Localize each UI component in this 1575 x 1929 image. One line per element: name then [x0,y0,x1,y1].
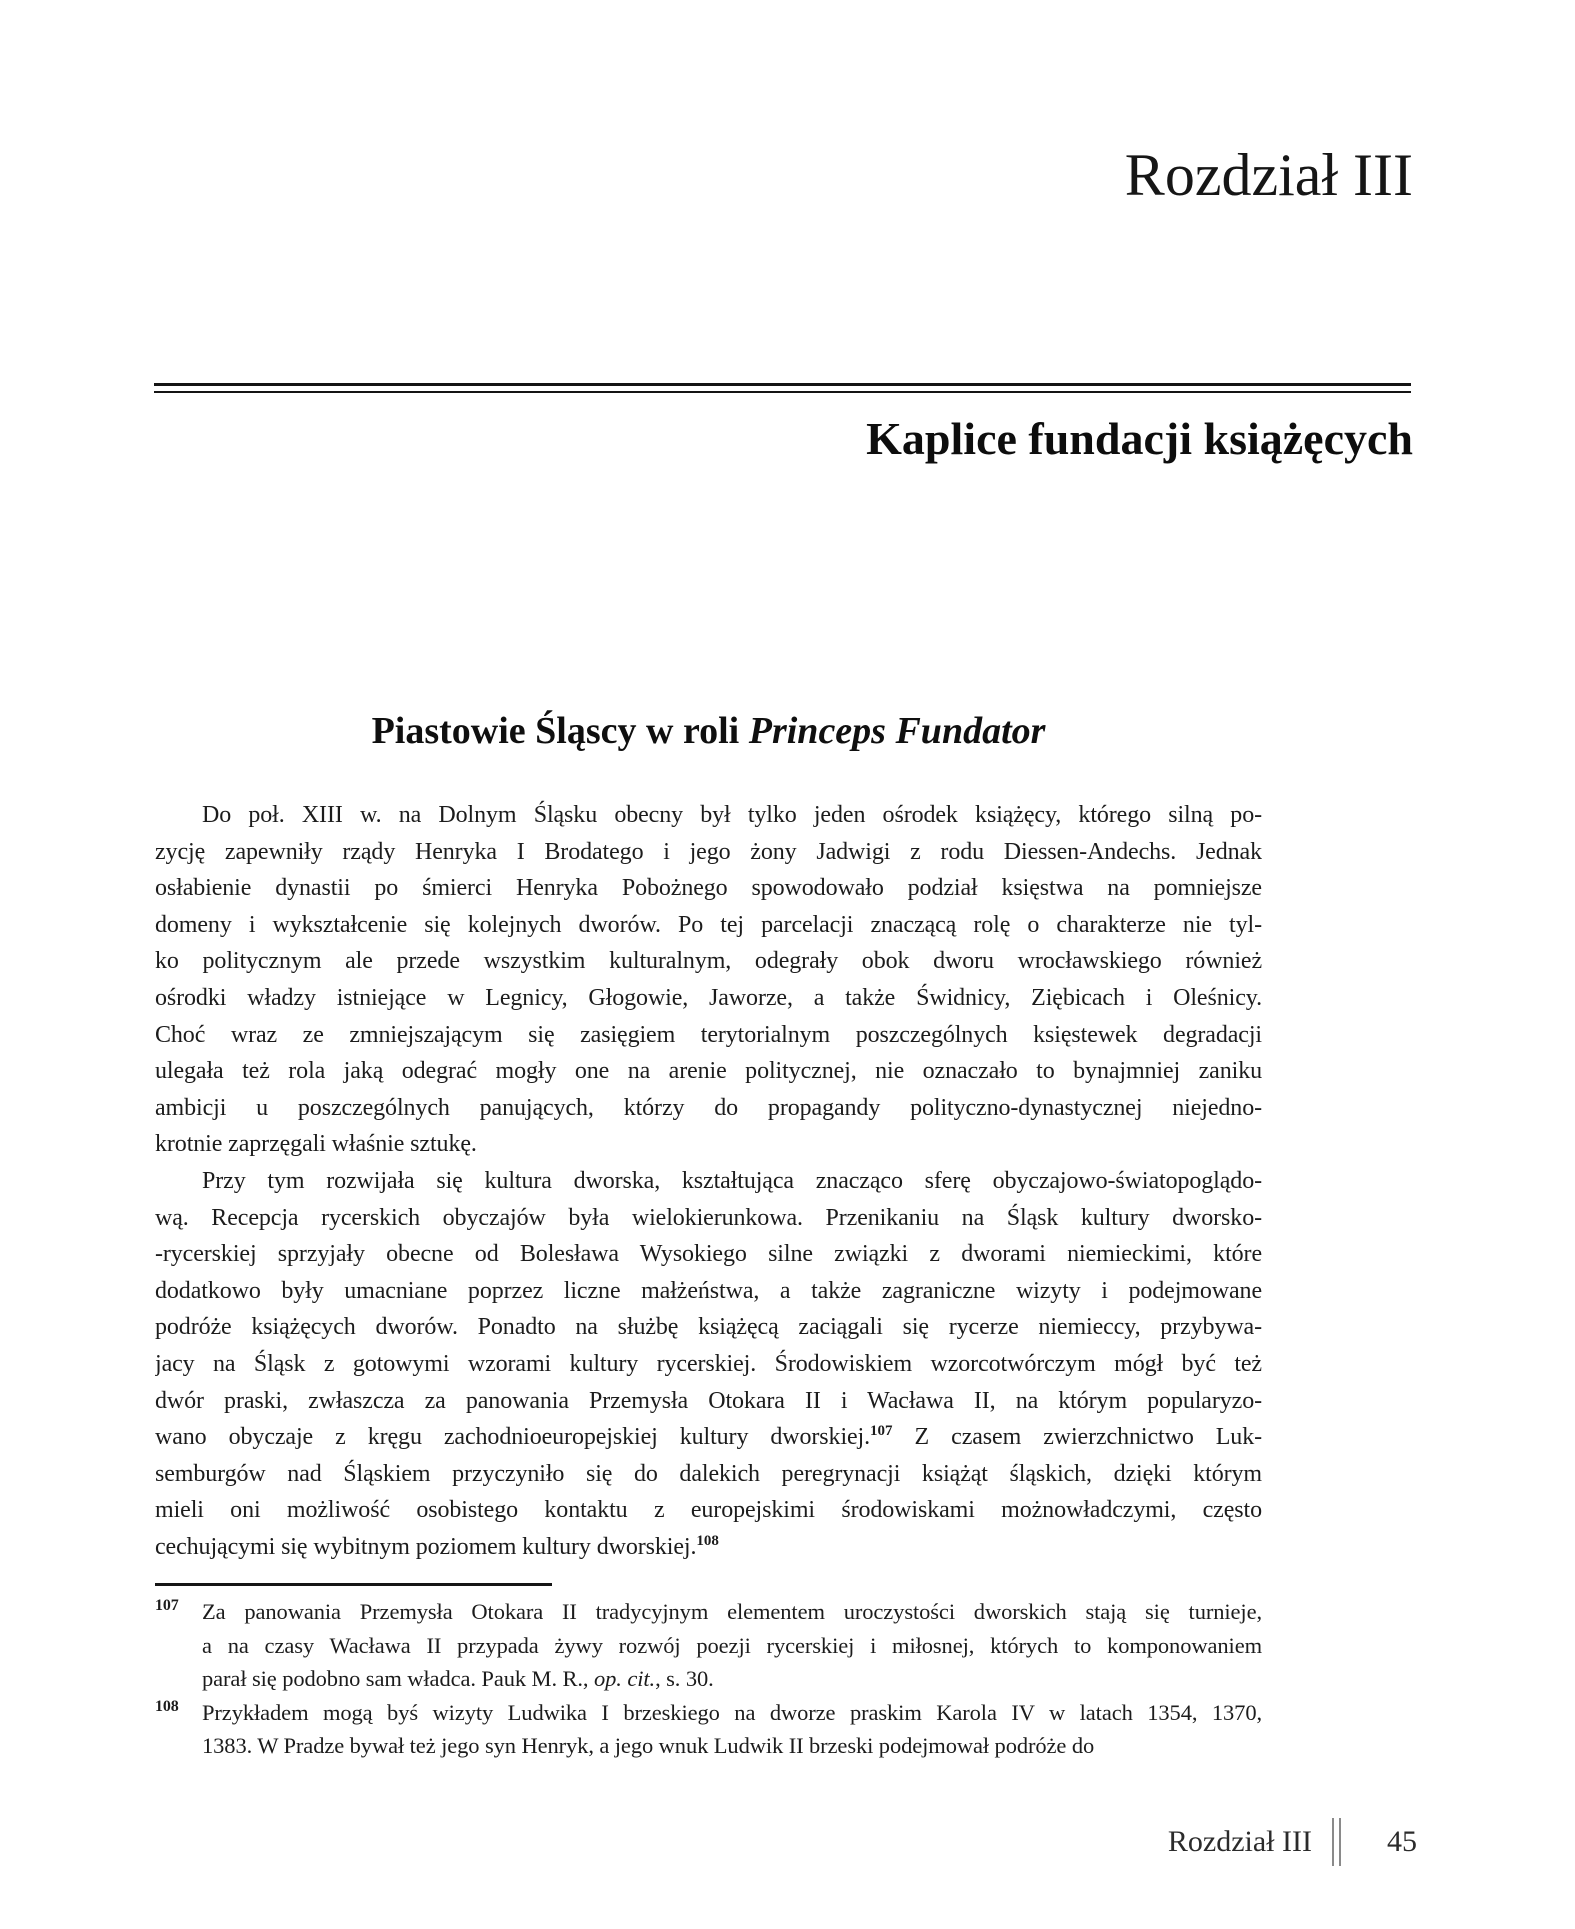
text-line: mieli oni możliwość osobistego kontaktu z europejskimi środowiskami możnowładczymi, często [155,1497,1262,1524]
footnotes-section [155,1595,1262,1763]
chapter-title: Kaplice fundacji książęcych [866,413,1413,464]
text-line: osłabienie dynastii po śmierci Henryka Pobożnego spowodowało podział księstwa na pomniejsze [155,875,1262,902]
footnote-number: 108 [155,1697,179,1715]
text-line: Przy tym rozwijała się kultura dworska, kształtująca znacząco sferę obyczajowo-światopoglądo- [202,1167,1262,1194]
text-line: zycję zapewniły rządy Henryka I Brodatego i jego żony Jadwigi z rodu Diessen-Andechs. Jednak [155,838,1262,865]
text-line: Choć wraz ze zmniejszającym się zasięgiem terytorialnym poszczególnych księstewek degradacji [155,1021,1262,1048]
text-line: jacy na Śląsk z gotowymi wzorami kultury rycerskiej. Środowiskiem wzorcotwórczym mógł być też [155,1350,1262,1377]
footnote-107 [155,1595,1262,1696]
text-line: a na czasy Wacława II przypada żywy rozwój poezji rycerskiej i miłosnej, których to komponowaniem [202,1632,1262,1658]
page-footer [1168,1818,1417,1866]
text-line: ulegała też rola jaką odegrać mogły one na arenie politycznej, nie oznaczało to bynajmniej zaniku [155,1058,1262,1085]
header-double-rule [154,383,1411,393]
text-line: ambicji u poszczególnych panujących, którzy do propagandy polityczno-dynastycznej niejedno- [155,1094,1262,1121]
footnote-text [202,1595,1262,1696]
chapter-number-heading: Rozdział III [1124,142,1413,208]
text-line: krotnie zaprzęgali właśnie sztukę. [155,1131,477,1158]
footnote-number: 107 [155,1597,179,1614]
paragraph-2 [155,1163,1262,1566]
text-line: ośrodki władzy istniejące w Legnicy, Głogowie, Jaworze, a także Świdnicy, Ziębicach i Oleśnicy. [155,984,1262,1011]
page-number: 45 [1387,1825,1417,1858]
body-text [155,797,1262,1565]
text-line: -rycerskiej sprzyjały obecne od Bolesława Wysokiego silne związki z dworami niemieckimi, które [155,1241,1262,1268]
text-line: wano obyczaje z kręgu zachodnioeuropejskiej kultury dworskiej.$^{107}$ Z czasem zwierzchnictwo Luk- [155,1423,1262,1451]
footer-chapter-label: Rozdział III [1167,1825,1312,1858]
text-line: cechującymi się wybitnym poziomem kultury dworskiej.$^{108}$ [155,1532,719,1560]
text-line: ko politycznym ale przede wszystkim kulturalnym, odegrały obok dworu wrocławskiego również [155,948,1262,975]
text-line: domeny i wykształcenie się kolejnych dworów. Po tej parcelacji znaczącą rolę o charakterze nie tyl- [155,911,1262,938]
text-line: Przykładem mogą byś wizyty Ludwika I brzeskiego na dworze praskim Karola IV w latach 1354, 1370, [202,1699,1262,1725]
text-line: parał się podobno sam władca. Pauk M. R., op. cit., s. 30. [202,1666,714,1692]
text-line: wą. Recepcja rycerskich obyczajów była wielokierunkowa. Przenikaniu na Śląsk kultury dworsko- [155,1204,1262,1231]
section-heading: Piastowie Śląscy w roli Princeps Fundator [371,710,1046,752]
footnote-separator-rule [155,1583,552,1586]
paragraph-1 [155,797,1262,1163]
text-line: Za panowania Przemysła Otokara II tradycyjnym elementem uroczystości dworskich stają się turnieje, [202,1599,1262,1624]
footer-divider-bars [1332,1818,1341,1866]
text-line: dwór praski, zwłaszcza za panowania Przemysła Otokara II i Wacława II, na którym popularyzo- [155,1387,1262,1414]
text-line: 1383. W Pradze bywał też jego syn Henryk, a jego wnuk Ludwik II brzeski podejmował podróże do [202,1733,1095,1759]
text-line: dodatkowo były umacniane poprzez liczne małżeństwa, a także zagraniczne wizyty i podejmowane [155,1277,1262,1304]
text-line: podróże książęcych dworów. Ponadto na służbę książęcą zaciągali się rycerze niemieccy, przybywa- [155,1314,1262,1341]
footnote-108 [155,1696,1262,1763]
footnote-text [202,1696,1262,1763]
text-line: semburgów nad Śląskiem przyczyniło się do dalekich peregrynacji książąt śląskich, dzięki którym [155,1460,1262,1487]
text-line: Do poł. XIII w. na Dolnym Śląsku obecny był tylko jeden ośrodek książęcy, którego silną po- [202,802,1262,828]
